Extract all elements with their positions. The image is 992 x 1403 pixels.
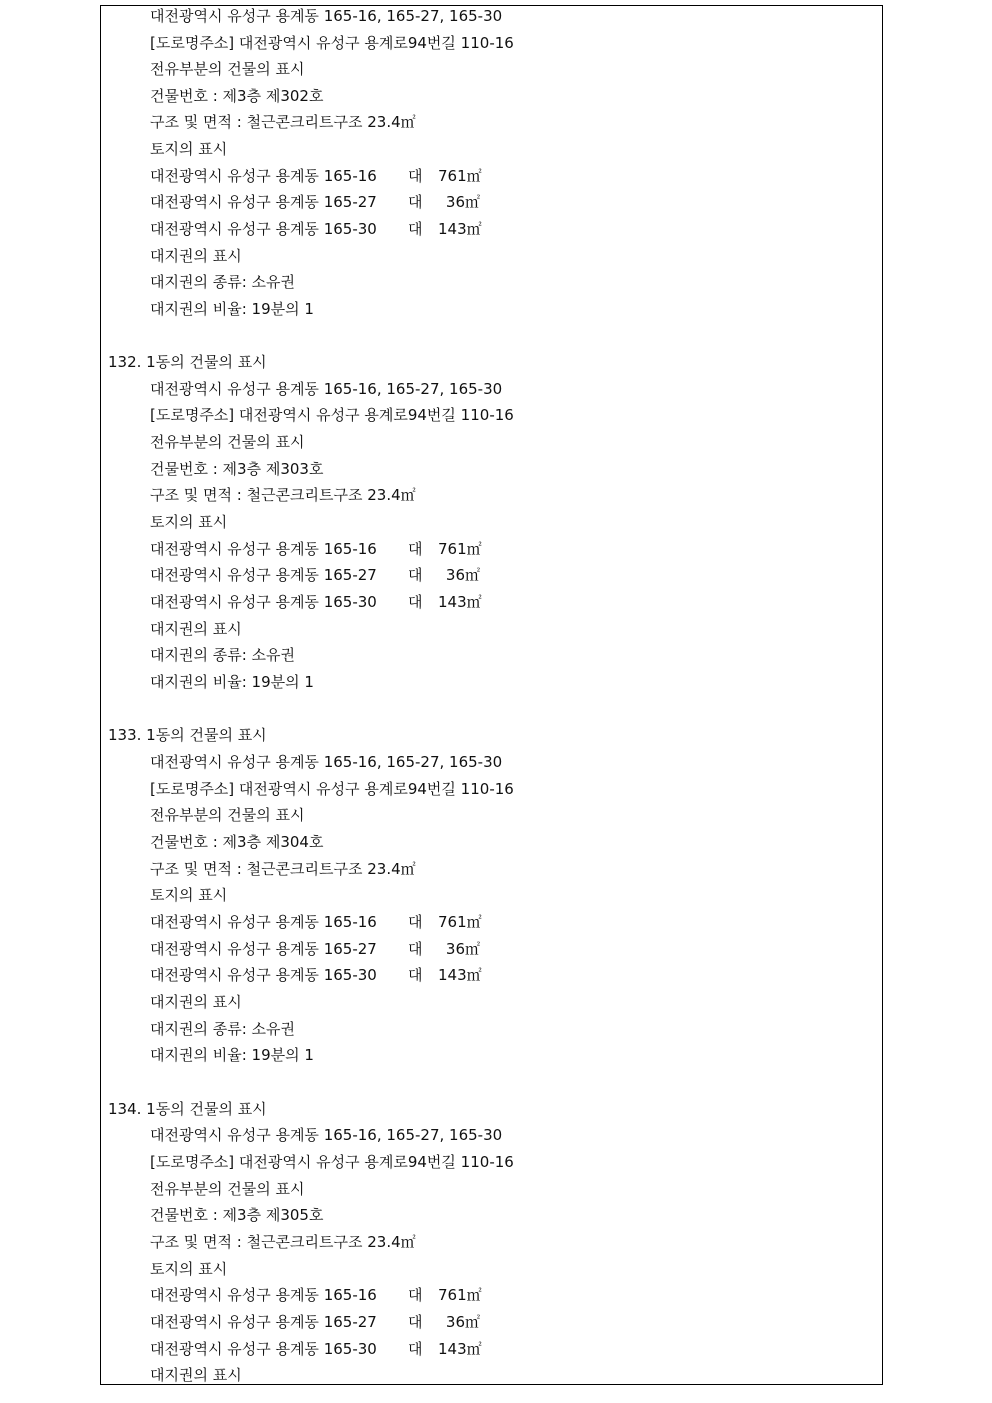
exclusive-part-title: 전유부분의 건물의 표시 (150, 60, 305, 78)
land-row (150, 962, 850, 988)
land-title: 토지의 표시 (150, 886, 228, 904)
land-area: 36㎡ (445, 566, 480, 584)
land-area: 143㎡ (438, 220, 482, 238)
land-title: 토지의 표시 (150, 513, 228, 531)
land-area: 143㎡ (438, 593, 482, 611)
land-address: 대전광역시 유성구 용계동 165-30 (150, 220, 377, 238)
land-area: 143㎡ (438, 1340, 482, 1358)
land-row (150, 936, 850, 962)
unit-number: 건물번호 : 제3층 제305호 (150, 1206, 324, 1224)
land-area: 761㎡ (438, 540, 482, 558)
land-address: 대전광역시 유성구 용계동 165-30 (150, 1340, 377, 1358)
building-address: 대전광역시 유성구 용계동 165-16, 165-27, 165-30 (150, 380, 503, 398)
land-use: 대 (408, 966, 423, 984)
land-row (150, 1336, 850, 1362)
land-use: 대 (408, 220, 423, 238)
structure-area: 구조 및 면적 : 철근콘크리트구조 23.4㎡ (150, 1233, 416, 1251)
land-use: 대 (408, 940, 423, 958)
exclusive-part-title: 전유부분의 건물의 표시 (150, 806, 305, 824)
land-address: 대전광역시 유성구 용계동 165-16 (150, 167, 377, 185)
document-frame (100, 5, 883, 1385)
land-use: 대 (408, 1286, 423, 1304)
land-title: 토지의 표시 (150, 1260, 228, 1278)
land-address: 대전광역시 유성구 용계동 165-16 (150, 1286, 377, 1304)
land-address: 대전광역시 유성구 용계동 165-16 (150, 913, 377, 931)
land-address: 대전광역시 유성구 용계동 165-16 (150, 540, 377, 558)
land-row (150, 589, 850, 615)
land-row (150, 1282, 850, 1308)
land-right-type: 대지권의 종류: 소유권 (150, 646, 296, 664)
land-right-ratio: 대지권의 비율: 19분의 1 (150, 673, 314, 691)
land-use: 대 (408, 540, 423, 558)
land-right-type: 대지권의 종류: 소유권 (150, 273, 296, 291)
road-address: [도로명주소] 대전광역시 유성구 용계로94번길 110-16 (150, 34, 514, 52)
road-address: [도로명주소] 대전광역시 유성구 용계로94번길 110-16 (150, 780, 514, 798)
land-area: 36㎡ (445, 940, 480, 958)
land-use: 대 (408, 1340, 423, 1358)
unit-number: 건물번호 : 제3층 제304호 (150, 833, 324, 851)
land-row (150, 216, 850, 242)
land-area: 761㎡ (438, 167, 482, 185)
land-address: 대전광역시 유성구 용계동 165-30 (150, 966, 377, 984)
land-row (150, 562, 850, 588)
land-use: 대 (408, 913, 423, 931)
entry-heading: 134. 1동의 건물의 표시 (108, 1100, 267, 1118)
land-area: 143㎡ (438, 966, 482, 984)
land-area: 36㎡ (445, 1313, 480, 1331)
land-row (150, 189, 850, 215)
land-right-title: 대지권의 표시 (150, 1366, 242, 1384)
unit-number: 건물번호 : 제3층 제302호 (150, 87, 324, 105)
entry-heading: 132. 1동의 건물의 표시 (108, 353, 267, 371)
land-address: 대전광역시 유성구 용계동 165-27 (150, 940, 377, 958)
land-right-title: 대지권의 표시 (150, 620, 242, 638)
unit-number: 건물번호 : 제3층 제303호 (150, 460, 324, 478)
structure-area: 구조 및 면적 : 철근콘크리트구조 23.4㎡ (150, 113, 416, 131)
land-right-ratio: 대지권의 비율: 19분의 1 (150, 1046, 314, 1064)
land-row (150, 1309, 850, 1335)
land-address: 대전광역시 유성구 용계동 165-27 (150, 193, 377, 211)
building-address: 대전광역시 유성구 용계동 165-16, 165-27, 165-30 (150, 753, 503, 771)
land-address: 대전광역시 유성구 용계동 165-27 (150, 1313, 377, 1331)
land-use: 대 (408, 193, 423, 211)
land-use: 대 (408, 167, 423, 185)
road-address: [도로명주소] 대전광역시 유성구 용계로94번길 110-16 (150, 1153, 514, 1171)
structure-area: 구조 및 면적 : 철근콘크리트구조 23.4㎡ (150, 486, 416, 504)
building-address: 대전광역시 유성구 용계동 165-16, 165-27, 165-30 (150, 1126, 503, 1144)
road-address: [도로명주소] 대전광역시 유성구 용계로94번길 110-16 (150, 406, 514, 424)
land-row (150, 163, 850, 189)
land-area: 761㎡ (438, 1286, 482, 1304)
exclusive-part-title: 전유부분의 건물의 표시 (150, 1180, 305, 1198)
land-right-title: 대지권의 표시 (150, 993, 242, 1011)
land-area: 36㎡ (445, 193, 480, 211)
land-row (150, 536, 850, 562)
entry-heading: 133. 1동의 건물의 표시 (108, 726, 267, 744)
land-right-title: 대지권의 표시 (150, 247, 242, 265)
land-area: 761㎡ (438, 913, 482, 931)
land-right-ratio: 대지권의 비율: 19분의 1 (150, 300, 314, 318)
land-use: 대 (408, 566, 423, 584)
land-row (150, 909, 850, 935)
land-title: 토지의 표시 (150, 140, 228, 158)
land-use: 대 (408, 1313, 423, 1331)
exclusive-part-title: 전유부분의 건물의 표시 (150, 433, 305, 451)
land-use: 대 (408, 593, 423, 611)
building-address: 대전광역시 유성구 용계동 165-16, 165-27, 165-30 (150, 7, 503, 25)
land-right-type: 대지권의 종류: 소유권 (150, 1020, 296, 1038)
land-address: 대전광역시 유성구 용계동 165-27 (150, 566, 377, 584)
structure-area: 구조 및 면적 : 철근콘크리트구조 23.4㎡ (150, 860, 416, 878)
land-address: 대전광역시 유성구 용계동 165-30 (150, 593, 377, 611)
